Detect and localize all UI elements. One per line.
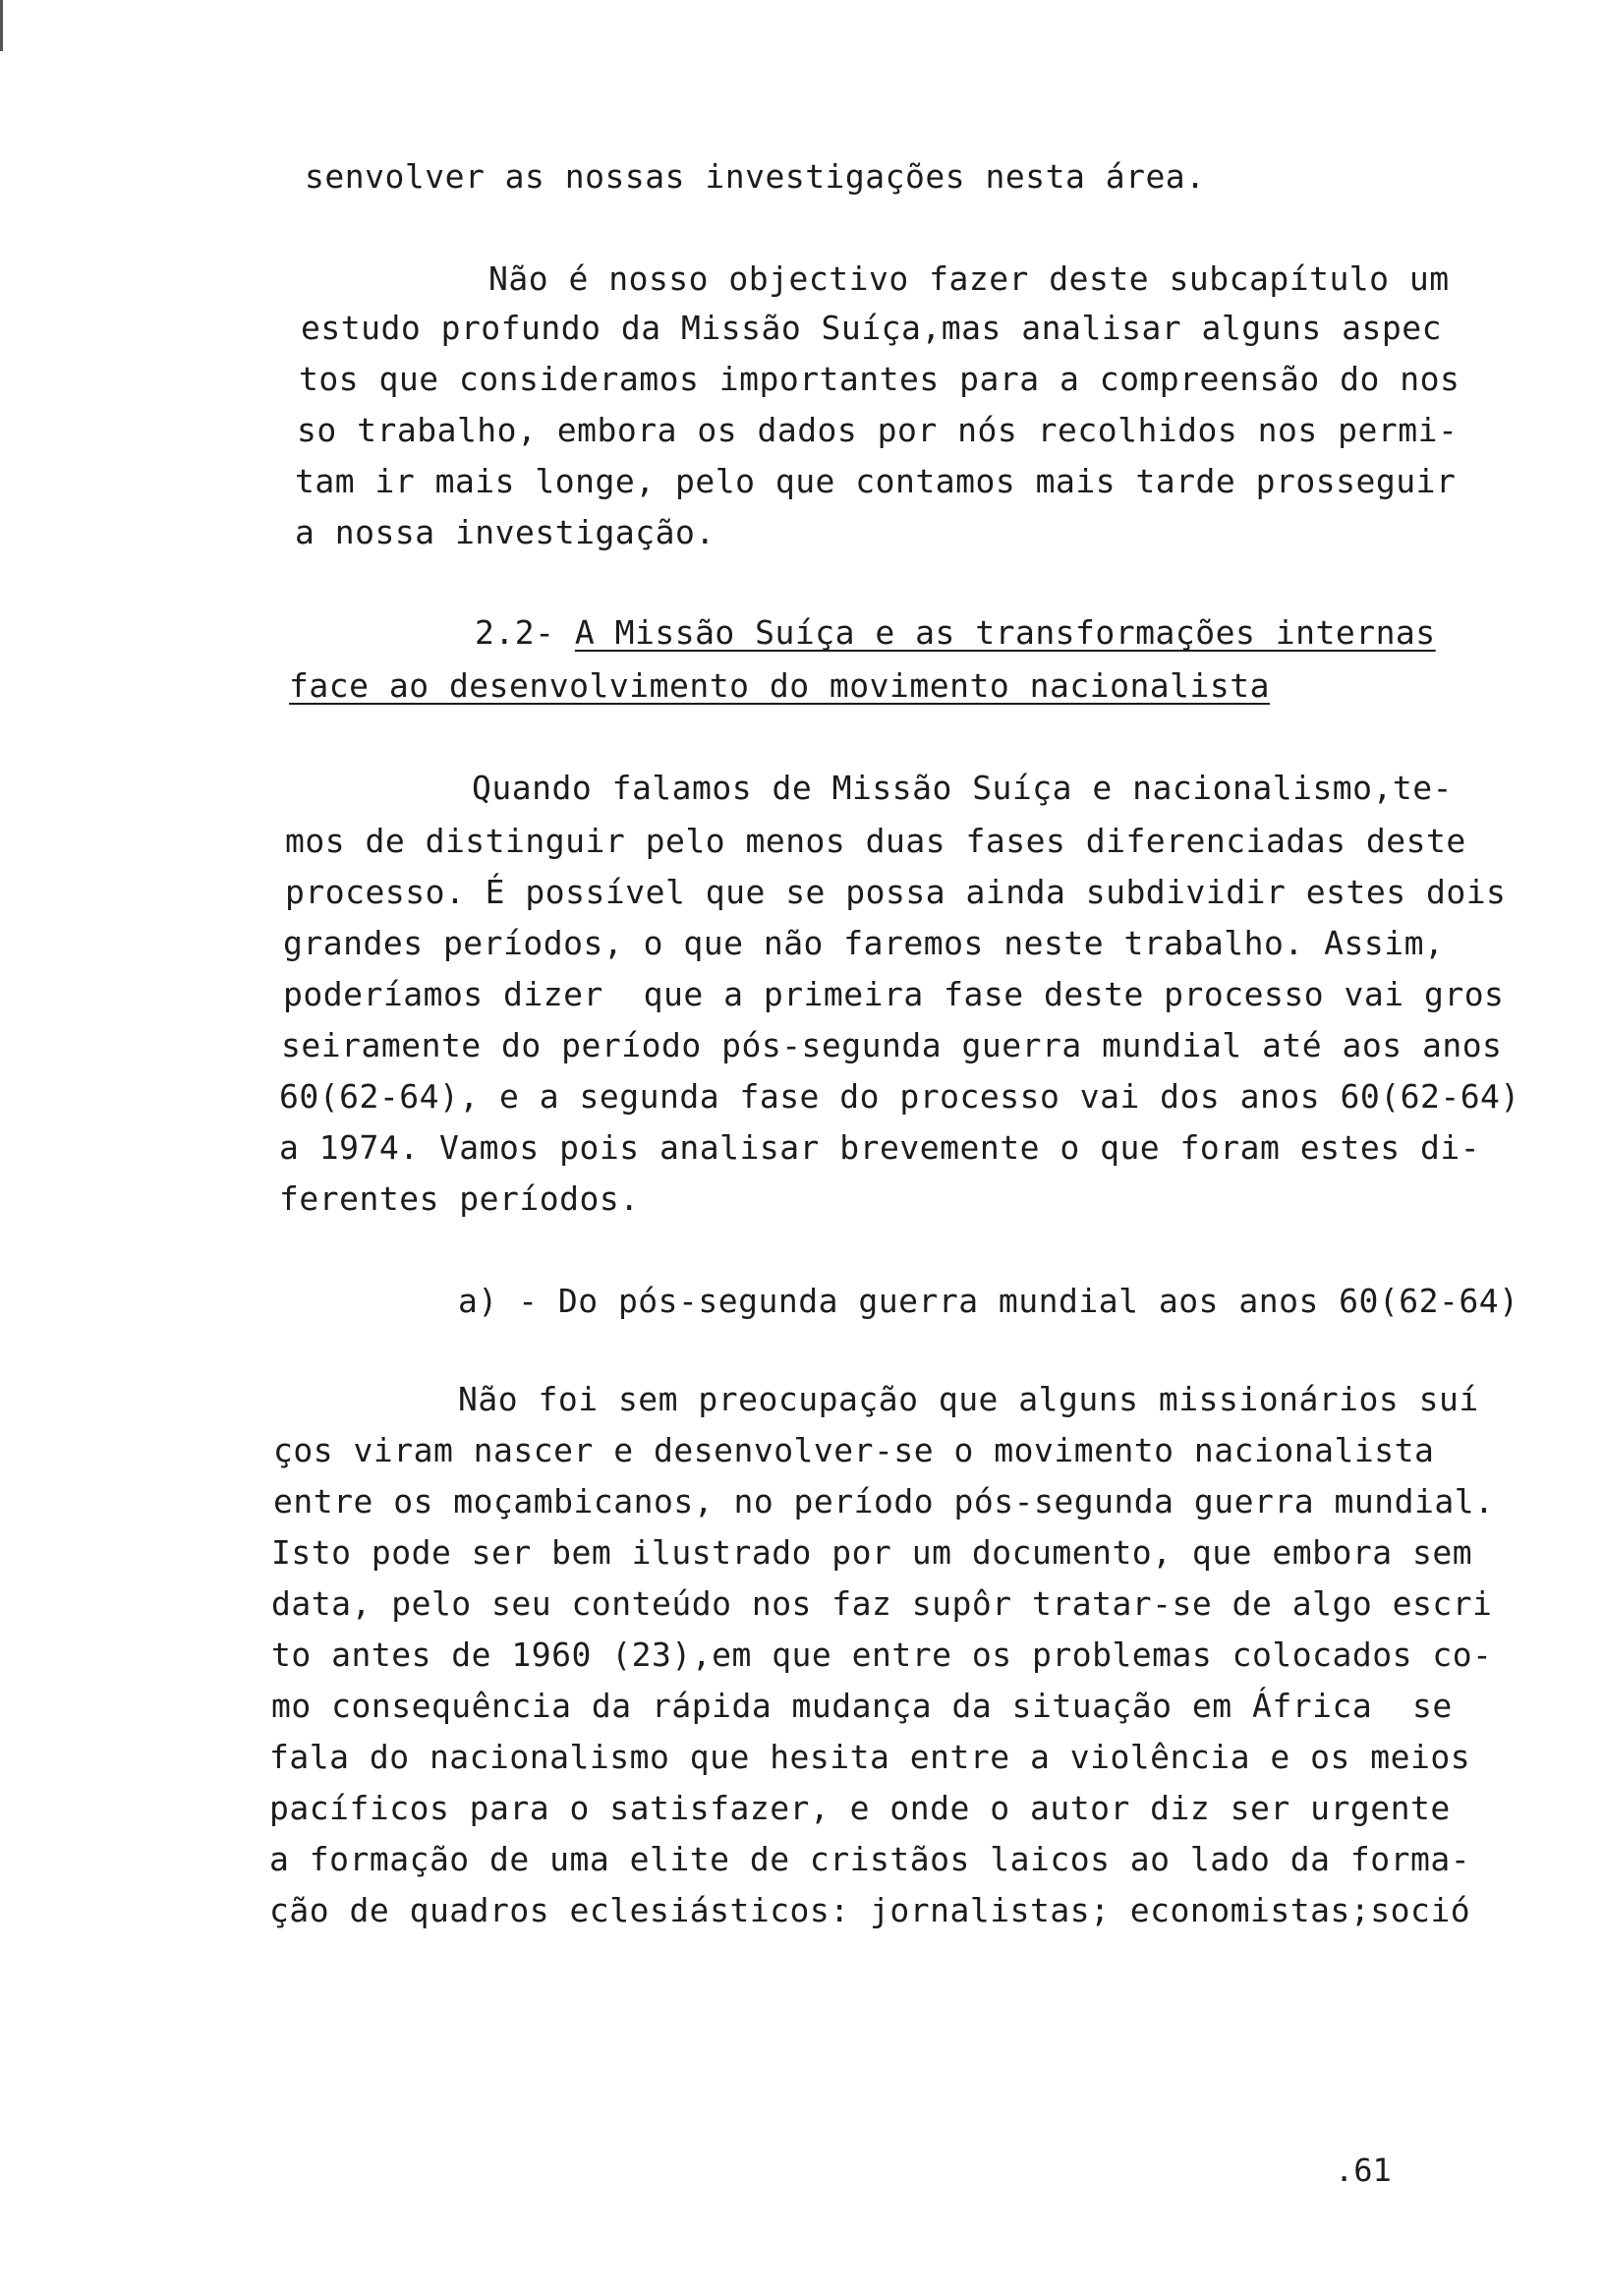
paragraph-4-line-2: ços viram nascer e desenvolver-se o movimento nacionalista	[273, 1431, 1435, 1469]
paragraph-2-line-6: a nossa investigação.	[295, 513, 716, 551]
paragraph-2-line-3: tos que consideramos importantes para a compreensão do nos	[299, 360, 1461, 398]
paragraph-4-line-7: mo consequência da rápida mudança da situação em África se	[271, 1687, 1453, 1725]
section-heading-line-1	[475, 613, 1436, 653]
paragraph-3-line-6: seiramente do período pós-segunda guerra mundial até aos anos	[281, 1026, 1503, 1064]
section-title-part-1: A Missão Suíça e as transformações internas	[574, 613, 1436, 652]
paragraph-3-line-7: 60(62-64), e a segunda fase do processo vai dos anos 60(62-64)	[279, 1077, 1520, 1116]
paragraph-3-line-4: grandes períodos, o que não faremos neste trabalho. Assim,	[283, 924, 1445, 962]
margin-mark	[0, 0, 3, 51]
paragraph-1-line-1: senvolver as nossas investigações nesta área.	[305, 157, 1206, 196]
paragraph-2-line-4: so trabalho, embora os dados por nós recolhidos nos permi-	[297, 411, 1459, 449]
paragraph-3-line-5: poderíamos dizer que a primeira fase deste processo vai gros	[283, 975, 1505, 1013]
paragraph-4-line-6: to antes de 1960 (23),em que entre os problemas colocados co-	[271, 1636, 1493, 1674]
paragraph-3-line-1: Quando falamos de Missão Suíça e nacionalismo,te-	[472, 769, 1454, 807]
paragraph-4-line-9: pacíficos para o satisfazer, e onde o autor diz ser urgente	[269, 1789, 1451, 1827]
paragraph-4-line-10: a formação de uma elite de cristãos laicos ao lado da forma-	[269, 1840, 1471, 1878]
paragraph-4-line-3: entre os moçambicanos, no período pós-segunda guerra mundial.	[273, 1482, 1495, 1521]
paragraph-4-line-8: fala do nacionalismo que hesita entre a violência e os meios	[269, 1738, 1471, 1776]
paragraph-3-line-2: mos de distinguir pelo menos duas fases diferenciadas deste	[285, 822, 1466, 860]
section-number: 2.2-	[475, 613, 555, 652]
paragraph-4-line-5: data, pelo seu conteúdo nos faz supôr tratar-se de algo escri	[271, 1584, 1493, 1623]
paragraph-3-line-3: processo. É possível que se possa ainda subdividir estes dois	[285, 873, 1507, 911]
page-number: .61	[1335, 2152, 1392, 2189]
paragraph-2-line-2: estudo profundo da Missão Suíça,mas analisar alguns aspec	[301, 309, 1442, 347]
paragraph-3-line-8: a 1974. Vamos pois analisar brevemente o que foram estes di-	[279, 1128, 1481, 1167]
paragraph-2-line-1: Não é nosso objectivo fazer deste subcapítulo um	[488, 259, 1450, 298]
paragraph-4-line-11: ção de quadros eclesiásticos: jornalistas; economistas;soció	[269, 1891, 1471, 1929]
section-heading-line-2: face ao desenvolvimento do movimento nacionalista	[289, 666, 1271, 705]
subsection-heading: a) - Do pós-segunda guerra mundial aos anos 60(62-64)	[458, 1282, 1519, 1320]
paragraph-2-line-5: tam ir mais longe, pelo que contamos mais tarde prosseguir	[295, 462, 1457, 500]
paragraph-3-line-9: ferentes períodos.	[279, 1179, 640, 1218]
paragraph-4-line-4: Isto pode ser bem ilustrado por um documento, que embora sem	[271, 1533, 1473, 1572]
paragraph-4-line-1: Não foi sem preocupação que alguns missionários suí	[458, 1380, 1479, 1418]
